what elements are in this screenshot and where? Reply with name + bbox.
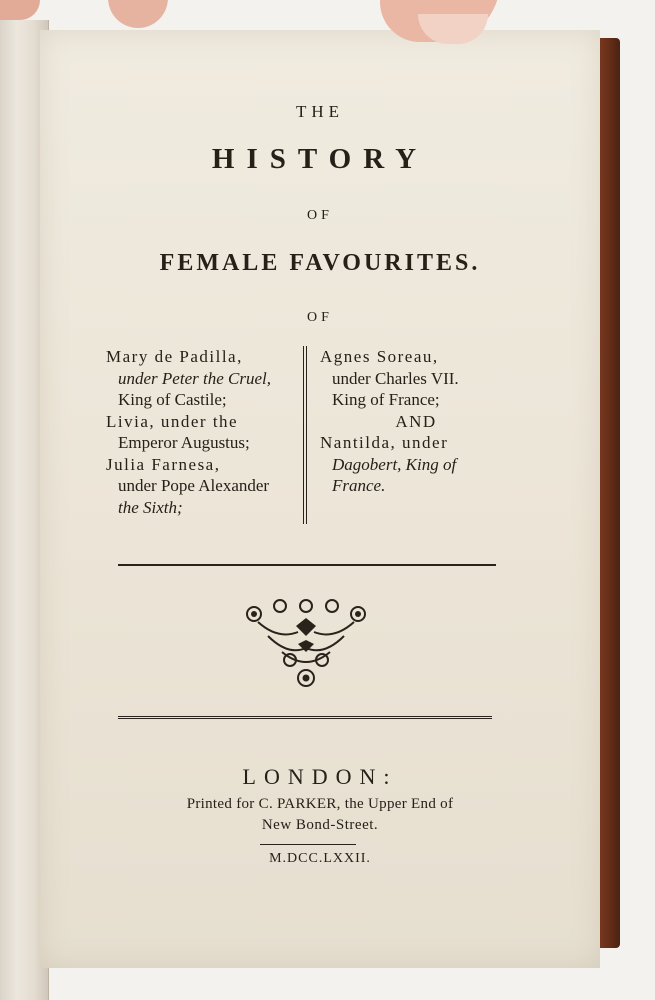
left-column xyxy=(106,346,302,518)
finger xyxy=(0,0,40,20)
floral-ornament-icon xyxy=(238,596,374,690)
right-line: under Charles VII. xyxy=(332,368,459,388)
right-line: Agnes Soreau, xyxy=(320,347,439,366)
imprint-street: New Bond-Street. xyxy=(261,817,379,833)
right-column xyxy=(320,346,512,497)
heading-history: HISTORY xyxy=(211,143,429,175)
double-rule xyxy=(118,716,492,722)
left-line: Emperor Augustus; xyxy=(118,433,250,452)
left-line: Livia, under the xyxy=(106,411,239,431)
heading-of: OF xyxy=(307,208,333,223)
heading-female-favourites: FEMALE FAVOURITES. xyxy=(159,250,481,276)
left-line: the Sixth; xyxy=(118,497,183,517)
left-line: Mary de Padilla, xyxy=(106,347,243,366)
column-divider xyxy=(303,346,307,524)
finger xyxy=(108,0,168,28)
right-line: King of France; xyxy=(332,390,440,409)
imprint-printer: Printed for C. PARKER, the Upper End of xyxy=(186,796,454,812)
imprint-city: LONDON: xyxy=(242,764,398,789)
heading-of-second: OF xyxy=(307,310,333,325)
right-line: Nantilda, under xyxy=(320,433,449,452)
left-line: under Peter the Cruel, xyxy=(118,368,271,388)
horizontal-rule xyxy=(118,564,496,566)
date-rule xyxy=(260,844,356,845)
title-page xyxy=(40,30,600,968)
left-line: under Pope Alexander xyxy=(118,476,270,495)
heading-the: THE xyxy=(295,102,345,121)
left-line: Julia Farnesa, xyxy=(106,454,221,474)
right-line: France. xyxy=(332,476,386,495)
right-line: Dagobert, King of xyxy=(332,454,457,474)
publication-date: M.DCC.LXXII. xyxy=(269,851,371,866)
left-line: King of Castile; xyxy=(118,390,227,409)
right-line: AND xyxy=(395,411,437,431)
